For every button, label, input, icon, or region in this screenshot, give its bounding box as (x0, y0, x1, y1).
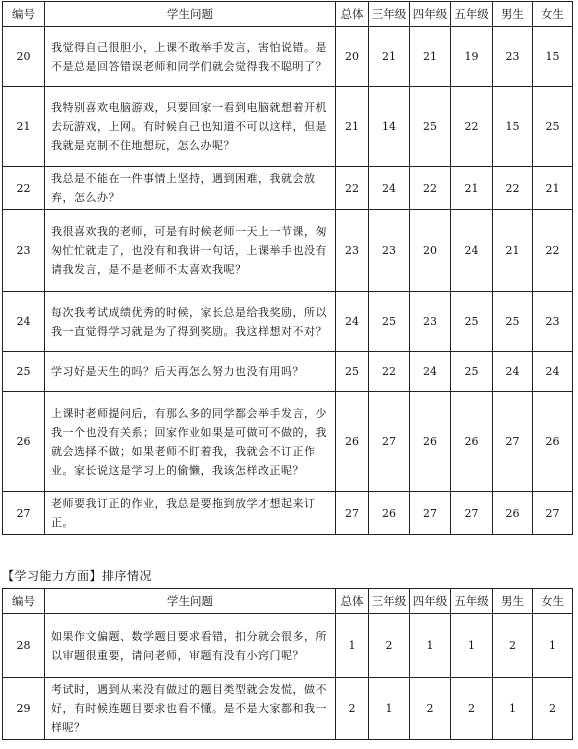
header-id: 编号 (3, 589, 45, 614)
rank-grade4: 27 (410, 492, 451, 535)
rank-overall: 27 (336, 492, 369, 535)
question-text: 每次我考试成绩优秀的时候，家长总是给我奖励，所以我一直觉得学习就是为了得到奖励。我这样想对不对？ (45, 292, 336, 352)
rank-girls: 22 (533, 210, 573, 292)
question-text: 我特别喜欢电脑游戏，只要回家一看到电脑就想着开机去玩游戏，上网。有时候自己也知道不可以这样，但是我就是克制不住地想玩，怎么办呢？ (45, 87, 336, 167)
rank-grade4: 26 (410, 392, 451, 492)
rank-boys: 25 (493, 292, 533, 352)
rank-boys: 2 (493, 614, 533, 678)
rank-grade5: 19 (451, 27, 493, 87)
header-id: 编号 (3, 2, 45, 27)
rank-grade3: 26 (369, 492, 410, 535)
header-girls: 女生 (533, 589, 573, 614)
rank-grade4: 25 (410, 87, 451, 167)
row-id: 24 (3, 292, 45, 352)
section-title: 【学习能力方面】排序情况 (2, 569, 153, 583)
rank-grade3: 25 (369, 292, 410, 352)
table-row (3, 352, 573, 392)
header-row (3, 589, 573, 614)
rank-boys: 24 (493, 352, 533, 392)
rank-girls: 27 (533, 492, 573, 535)
table-row (3, 210, 573, 292)
table-row (3, 392, 573, 492)
rank-grade4: 20 (410, 210, 451, 292)
table-row (3, 87, 573, 167)
question-text: 我很喜欢我的老师，可是有时候老师一天上一节课，匆匆忙忙就走了，也没有和我讲一句话，上课举手也没有请我发言，是不是老师不太喜欢我呢？ (45, 210, 336, 292)
rank-girls: 15 (533, 27, 573, 87)
rank-grade3: 23 (369, 210, 410, 292)
table-row (3, 167, 573, 210)
rank-grade3: 22 (369, 352, 410, 392)
header-question: 学生问题 (45, 589, 336, 614)
rank-grade3: 27 (369, 392, 410, 492)
rank-overall: 24 (336, 292, 369, 352)
rank-grade4: 2 (410, 678, 451, 740)
row-id: 28 (3, 614, 45, 678)
header-boys: 男生 (493, 2, 533, 27)
rank-girls: 23 (533, 292, 573, 352)
rank-grade3: 2 (369, 614, 410, 678)
rank-boys: 27 (493, 392, 533, 492)
rank-girls: 2 (533, 678, 573, 740)
header-row (3, 2, 573, 27)
row-id: 22 (3, 167, 45, 210)
rank-girls: 25 (533, 87, 573, 167)
question-text: 老师要我订正的作业，我总是要拖到放学才想起来订正。 (45, 492, 336, 535)
rank-grade5: 21 (451, 167, 493, 210)
rank-overall: 22 (336, 167, 369, 210)
row-id: 29 (3, 678, 45, 740)
table-row (3, 678, 573, 740)
rank-boys: 1 (493, 678, 533, 740)
table-row (3, 292, 573, 352)
question-text: 我总是不能在一件事情上坚持，遇到困难，我就会放弃，怎么办？ (45, 167, 336, 210)
rank-grade4: 23 (410, 292, 451, 352)
rank-boys: 21 (493, 210, 533, 292)
row-id: 23 (3, 210, 45, 292)
header-boys: 男生 (493, 589, 533, 614)
rank-boys: 26 (493, 492, 533, 535)
header-overall: 总体 (336, 2, 369, 27)
rank-grade3: 24 (369, 167, 410, 210)
rank-overall: 20 (336, 27, 369, 87)
question-text: 上课时老师提问后，有那么多的同学都会举手发言，少我一个也没有关系；回家作业如果是可做可不做的，我就会选择不做；如果老师不盯着我，我就会不订正作业。家长说这是学习上的偷懒，我该怎样改正呢？ (45, 392, 336, 492)
rank-overall: 26 (336, 392, 369, 492)
rank-grade4: 24 (410, 352, 451, 392)
question-text: 如果作文偏题、数学题目要求看错，扣分就会很多，所以审题很重要，请问老师，审题有没有小窍门呢？ (45, 614, 336, 678)
header-grade4: 四年级 (410, 589, 451, 614)
rank-grade5: 22 (451, 87, 493, 167)
table-row (3, 492, 573, 535)
rank-grade4: 1 (410, 614, 451, 678)
rank-grade5: 1 (451, 614, 493, 678)
question-ranking-table-1 (2, 1, 573, 535)
rank-grade5: 24 (451, 210, 493, 292)
header-grade5: 五年级 (451, 589, 493, 614)
question-ranking-table-2 (2, 588, 573, 740)
rank-grade5: 2 (451, 678, 493, 740)
rank-boys: 23 (493, 27, 533, 87)
rank-grade3: 14 (369, 87, 410, 167)
header-grade3: 三年级 (369, 2, 410, 27)
rank-grade3: 21 (369, 27, 410, 87)
row-id: 27 (3, 492, 45, 535)
question-text: 考试时，遇到从来没有做过的题目类型就会发慌，做不好，有时候连题目要求也看不懂。是不是大家都和我一样呢？ (45, 678, 336, 740)
question-text: 我觉得自己很胆小，上课不敢举手发言，害怕说错。是不是总是回答错误老师和同学们就会觉得我不聪明了？ (45, 27, 336, 87)
rank-girls: 24 (533, 352, 573, 392)
rank-boys: 15 (493, 87, 533, 167)
rank-grade5: 26 (451, 392, 493, 492)
rank-grade4: 21 (410, 27, 451, 87)
rank-boys: 22 (493, 167, 533, 210)
rank-overall: 2 (336, 678, 369, 740)
header-question: 学生问题 (45, 2, 336, 27)
row-id: 26 (3, 392, 45, 492)
rank-overall: 25 (336, 352, 369, 392)
row-id: 20 (3, 27, 45, 87)
header-overall: 总体 (336, 589, 369, 614)
header-girls: 女生 (533, 2, 573, 27)
rank-girls: 21 (533, 167, 573, 210)
header-grade3: 三年级 (369, 589, 410, 614)
rank-girls: 1 (533, 614, 573, 678)
rank-overall: 23 (336, 210, 369, 292)
table-row (3, 27, 573, 87)
rank-overall: 21 (336, 87, 369, 167)
header-grade4: 四年级 (410, 2, 451, 27)
rank-girls: 26 (533, 392, 573, 492)
header-grade5: 五年级 (451, 2, 493, 27)
rank-grade3: 1 (369, 678, 410, 740)
rank-grade4: 22 (410, 167, 451, 210)
rank-grade5: 27 (451, 492, 493, 535)
table-row (3, 614, 573, 678)
row-id: 21 (3, 87, 45, 167)
rank-grade5: 25 (451, 352, 493, 392)
row-id: 25 (3, 352, 45, 392)
rank-overall: 1 (336, 614, 369, 678)
question-text: 学习好是天生的吗？后天再怎么努力也没有用吗？ (45, 352, 336, 392)
rank-grade5: 25 (451, 292, 493, 352)
